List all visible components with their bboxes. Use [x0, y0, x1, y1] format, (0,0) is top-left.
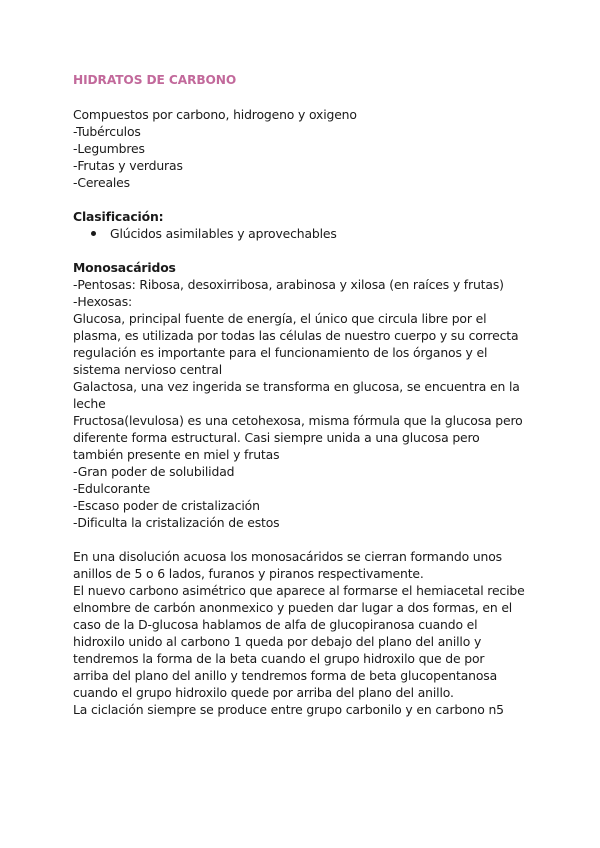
mono-line: Fructosa(levulosa) es una cetohexosa, misma fórmula que la glucosa pero: [73, 413, 523, 428]
intro-line: -Tubérculos: [73, 124, 141, 139]
disolucion-line: El nuevo carbono asimétrico que aparece al formarse el hemiacetal recibe: [73, 583, 525, 598]
disolucion-line: caso de la D-glucosa hablamos de alfa de glucopiranosa cuando el: [73, 617, 478, 632]
intro-line: -Frutas y verduras: [73, 158, 183, 173]
clasificacion-list: [73, 225, 533, 242]
disolucion-line: elnombre de carbón anonmexico y pueden dar lugar a dos formas, en el: [73, 600, 513, 615]
mono-line: diferente forma estructural. Casi siempre unida a una glucosa pero: [73, 430, 480, 445]
mono-line: -Edulcorante: [73, 481, 151, 496]
disolucion-line: anillos de 5 o 6 lados, furanos y piranos respectivamente.: [73, 566, 424, 581]
mono-line: plasma, es utilizada por todas las células de nuestro cuerpo y su correcta: [73, 328, 519, 343]
list-item-text: Glúcidos asimilables y aprovechables: [110, 226, 337, 241]
monosacaridos-heading: Monosacáridos: [73, 260, 176, 275]
monosacaridos-section: [73, 259, 533, 531]
disolucion-line: hidroxilo unido al carbono 1 queda por debajo del plano del anillo y: [73, 634, 482, 649]
page-title: HIDRATOS DE CARBONO: [73, 73, 237, 87]
clasificacion-section: [73, 208, 533, 242]
intro-line: -Legumbres: [73, 141, 145, 156]
mono-line: sistema nervioso central: [73, 362, 223, 377]
mono-line: leche: [73, 396, 106, 411]
mono-line: -Escaso poder de cristalización: [73, 498, 260, 513]
mono-line: -Gran poder de solubilidad: [73, 464, 235, 479]
mono-line: -Pentosas: Ribosa, desoxirribosa, arabinosa y xilosa (en raíces y frutas): [73, 277, 504, 292]
spacer: [73, 531, 533, 548]
mono-line: -Dificulta la cristalización de estos: [73, 515, 280, 530]
list-item: [73, 225, 533, 242]
disolucion-section: [73, 548, 533, 718]
intro-section: [73, 106, 533, 191]
disolucion-line: La ciclación siempre se produce entre grupo carbonilo y en carbono n5: [73, 702, 504, 717]
mono-line: Galactosa, una vez ingerida se transforma en glucosa, se encuentra en la: [73, 379, 520, 394]
mono-line: Glucosa, principal fuente de energía, el único que circula libre por el: [73, 311, 487, 326]
disolucion-line: cuando el grupo hidroxilo quede por arriba del plano del anillo.: [73, 685, 454, 700]
intro-line: Compuestos por carbono, hidrogeno y oxigeno: [73, 107, 357, 122]
mono-line: -Hexosas:: [73, 294, 133, 309]
disolucion-line: arriba del plano del anillo y tendremos forma de beta glucopentanosa: [73, 668, 498, 683]
clasificacion-heading: Clasificación:: [73, 209, 164, 224]
spacer: [73, 191, 533, 208]
document-body: [73, 72, 533, 718]
mono-line: regulación es importante para el funcionamiento de los órganos y el: [73, 345, 488, 360]
mono-line: también presente en miel y frutas: [73, 447, 280, 462]
spacer: [73, 242, 533, 259]
disolucion-line: tendremos la forma de la beta cuando el grupo hidroxilo que de por: [73, 651, 485, 666]
intro-line: -Cereales: [73, 175, 130, 190]
bullet-icon: [91, 231, 96, 236]
disolucion-line: En una disolución acuosa los monosacáridos se cierran formando unos: [73, 549, 502, 564]
